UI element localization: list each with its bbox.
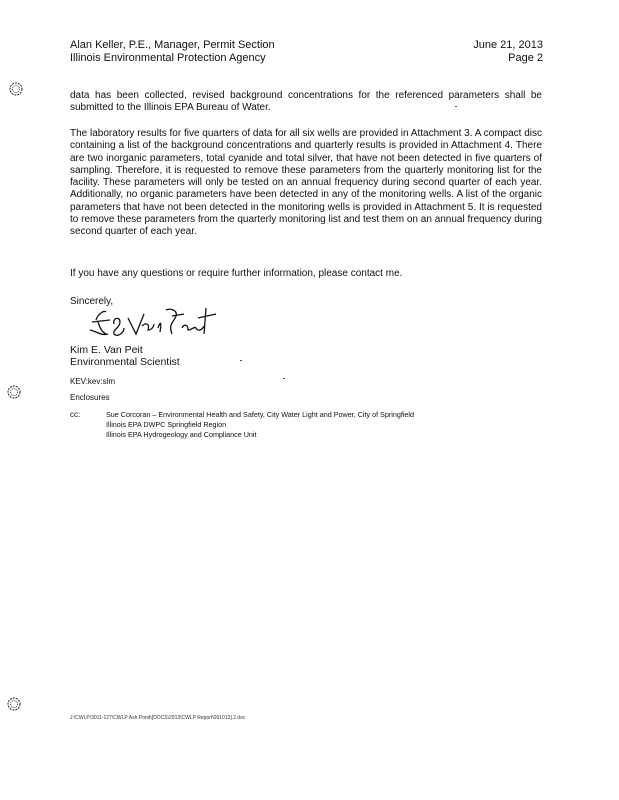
recipient-header [70, 39, 275, 65]
paragraph-1: data has been collected, revised background concentrations for the referenced parameters shall be submitted to the Illinois EPA Bureau of Water. [70, 90, 542, 114]
paragraph-2: The laboratory results for five quarters of data for all six wells are provided in Attachment 3. A compact disc containing a list of the background concentrations and quarterly results is provided in Attachment 4. There are two inorganic parameters, total cyanide and total silver, that have not been detected in five quarters of sampling. Therefore, it is requested to remove these parameters from the quarterly monitoring list for the facility. These parameters will only be tested on an annual frequency during second quarter of each year. Additionally, no organic parameters have been detected in any of the monitoring wells. A list of the organic parameters that have not been detected in the monitoring wells is provided in Attachment 5. It is requested to remove these parameters from the quarterly monitoring list and test them on an annual frequency during second quarter of each year. [70, 128, 542, 238]
cc-recipient: Illinois EPA Hydrogeology and Compliance Unit [106, 430, 257, 439]
file-path-footer: J:\CWLP\3011-127\CWLP Ash Pond\[DOCS\2013\CWLP Report\061013].2.doc [70, 715, 246, 721]
punch-hole-icon [9, 82, 23, 96]
closing: Sincerely, [70, 296, 114, 307]
paragraph-3: If you have any questions or require further information, please contact me. [70, 268, 403, 279]
scan-speck [283, 378, 285, 379]
recipient-name: Alan Keller, P.E., Manager, Permit Section [70, 39, 275, 51]
enclosures-label: Enclosures [70, 393, 110, 402]
date-page-header [450, 39, 543, 65]
signature [88, 300, 228, 346]
signer-block [70, 344, 180, 368]
punch-hole-icon [7, 385, 21, 399]
cc-list [106, 410, 414, 440]
cc-recipient: Illinois EPA DWPC Springfield Region [106, 420, 227, 429]
signer-title: Environmental Scientist [70, 356, 180, 368]
cc-recipient: Sue Corcoran – Environmental Health and Safety, City Water Light and Power, City of Springfield [106, 410, 415, 419]
page-number: Page 2 [508, 52, 543, 64]
typist-initials: KEV:kev:slm [70, 377, 116, 386]
cc-label: cc: [70, 410, 81, 419]
scan-speck [455, 106, 457, 107]
recipient-agency: Illinois Environmental Protection Agency [70, 52, 266, 64]
scan-speck [240, 360, 242, 361]
punch-hole-icon [7, 697, 21, 711]
signer-name: Kim E. Van Peit [70, 344, 143, 356]
letter-date: June 21, 2013 [473, 39, 543, 51]
